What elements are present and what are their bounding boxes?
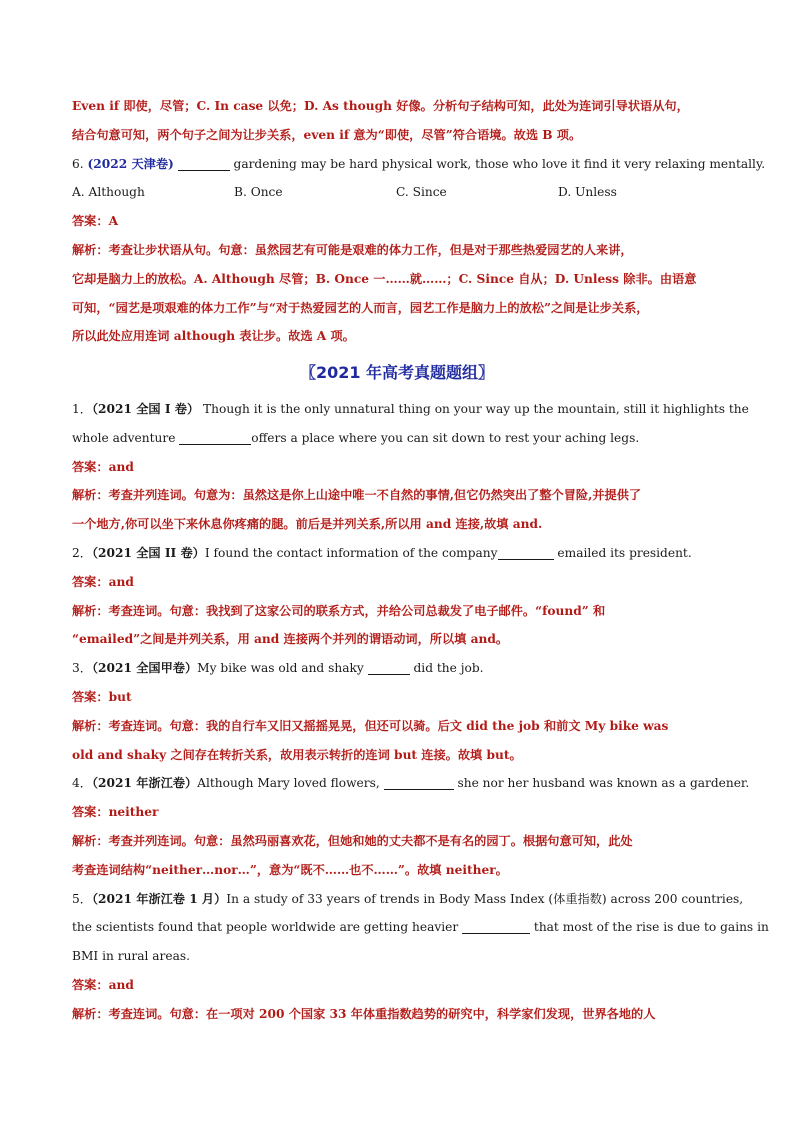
answer-blank	[178, 156, 230, 171]
analysis-line: old and shaky 之间存在转折关系，故用表示转折的连词 but 连接。故填 but。	[72, 747, 522, 762]
analysis-line: 所以此处应用连词 although 表让步。故选 A 项。	[72, 329, 355, 344]
question-source: （2021 年浙江卷）	[91, 776, 198, 791]
question-text: she nor her husband was known as a gardener.	[457, 776, 750, 791]
answer-line	[72, 568, 728, 597]
question-text: gardening may be hard physical work, those who love it find it very relaxing mentally.	[233, 156, 766, 171]
answer-value: neither	[108, 805, 159, 820]
question-text: My bike was old and shaky	[197, 661, 364, 676]
answer-blank	[179, 430, 251, 445]
question-5	[72, 885, 744, 914]
answer-label: 答案：	[72, 977, 109, 992]
question-text: the scientists found that people worldwide are getting heavier	[72, 920, 459, 935]
analysis-line: 它却是脑力上的放松。A. Although 尽管；B. Once 一……就……；C. Since 自从；D. Unless 除非。由语意	[72, 271, 697, 286]
option-c: C. Since	[396, 185, 447, 200]
answer-label: 答案：	[72, 214, 109, 229]
question-number: 5．	[72, 891, 92, 906]
question-text: did the job.	[413, 661, 484, 676]
answer-label: 答案：	[72, 574, 109, 589]
question-number: 6.	[72, 156, 84, 171]
analysis-line: 解析：考查连词。句意：我的自行车又旧又摇摇晃晃，但还可以骑。后文 did the job 和前文 My bike was	[72, 718, 669, 733]
answer-blank	[498, 545, 554, 560]
answer-value: and	[108, 459, 134, 474]
option-d: D. Unless	[558, 185, 617, 200]
analysis-line: 解析：考查连词。句意：我找到了这家公司的联系方式，并给公司总裁发了电子邮件。“found” 和	[72, 603, 606, 618]
section-title: 〖2021 年高考真题题组〗	[299, 363, 495, 382]
analysis-line: 解析：考查并列连词。句意为：虽然这是你上山途中唯一不自然的事情,但它仍然突出了整个冒险,并提供了	[72, 488, 642, 503]
question-text: emailed its president.	[557, 545, 692, 560]
question-source: （2021 全国 II 卷）	[91, 545, 205, 560]
question-5-cont: BMI in rural areas.	[72, 949, 190, 964]
answer-label: 答案：	[72, 689, 109, 704]
answer-line	[72, 453, 728, 482]
answer-line	[72, 207, 728, 236]
question-number: 2．	[72, 545, 92, 560]
question-number: 4．	[72, 776, 92, 791]
question-text: I found the contact information of the company	[204, 545, 498, 560]
question-6	[72, 150, 766, 179]
answer-value: and	[108, 574, 134, 589]
answer-blank	[384, 775, 454, 790]
question-number: 1．	[72, 402, 92, 416]
question-2	[72, 539, 728, 568]
question-number: 3．	[72, 661, 92, 676]
analysis-line: 解析：考查并列连词。句意：虽然玛丽喜欢花，但她和她的丈夫都不是有名的园丁。根据句意可知，此处	[72, 833, 633, 848]
answer-line	[72, 798, 728, 827]
answer-label: 答案：	[72, 459, 109, 474]
answer-label: 答案：	[72, 805, 109, 820]
analysis-line: 一个地方,你可以坐下来休息你疼痛的腿。前后是并列关系,所以用 and 连接,故填 and.	[72, 517, 543, 532]
answer-value: and	[108, 977, 134, 992]
answer-line	[72, 683, 728, 712]
question-text: In a study of 33 years of trends in Body Mass Index (体重指数) across 200 countries,	[226, 891, 744, 906]
question-source: （2021 年浙江卷 1 月）	[91, 891, 227, 906]
option-a: A. Although	[72, 185, 145, 200]
question-1-cont	[72, 424, 728, 453]
analysis-line: Even if 即使，尽管；C. In case 以免；D. As though 好像。分析句子结构可知，此处为连词引导状语从句，	[72, 99, 689, 113]
question-text: that most of the rise is due to gains in	[533, 920, 769, 935]
answer-blank	[368, 660, 410, 675]
question-5-cont	[72, 913, 769, 942]
answer-blank	[462, 919, 530, 934]
answer-value: but	[108, 689, 132, 704]
question-3	[72, 654, 728, 683]
content-top	[72, 92, 766, 351]
question-source: （2021 全国 I 卷）	[91, 402, 200, 416]
analysis-line: 解析：考查连词。句意：在一项对 200 个国家 33 年体重指数趋势的研究中，科学家们发现，世界各地的人	[72, 1006, 656, 1021]
analysis-line: 可知，“园艺是项艰难的体力工作”与“对于热爱园艺的人而言，园艺工作是脑力上的放松”之间是让步关系，	[72, 300, 649, 315]
analysis-line: 解析：考查让步状语从句。句意：虽然园艺有可能是艰难的体力工作，但是对于那些热爱园艺的人来讲，	[72, 242, 633, 257]
content-bottom	[72, 395, 769, 1029]
analysis-line: “emailed”之间是并列关系，用 and 连接两个并列的谓语动词，所以填 and。	[72, 632, 509, 647]
options-row	[72, 178, 728, 207]
analysis-line: 考查连词结构“neither…nor…”，意为“既不……也不……”。故填 neither。	[72, 862, 508, 877]
option-b: B. Once	[234, 185, 283, 200]
question-4	[72, 769, 750, 798]
question-text: Although Mary loved flowers,	[197, 776, 380, 791]
analysis-line: 结合句意可知，两个句子之间为让步关系，even if 意为“即使，尽管”符合语境。故选 B 项。	[72, 127, 582, 142]
question-text: offers a place where you can sit down to rest your aching legs.	[251, 430, 640, 445]
answer-line	[72, 971, 728, 1000]
question-text: Though it is the only unnatural thing on your way up the mountain, still it highlights the	[203, 402, 749, 416]
question-1	[72, 395, 749, 424]
answer-value: A	[108, 214, 119, 229]
question-source: (2022 天津卷)	[87, 156, 174, 171]
question-source: （2021 全国甲卷）	[91, 661, 198, 676]
question-text: whole adventure	[72, 430, 176, 445]
